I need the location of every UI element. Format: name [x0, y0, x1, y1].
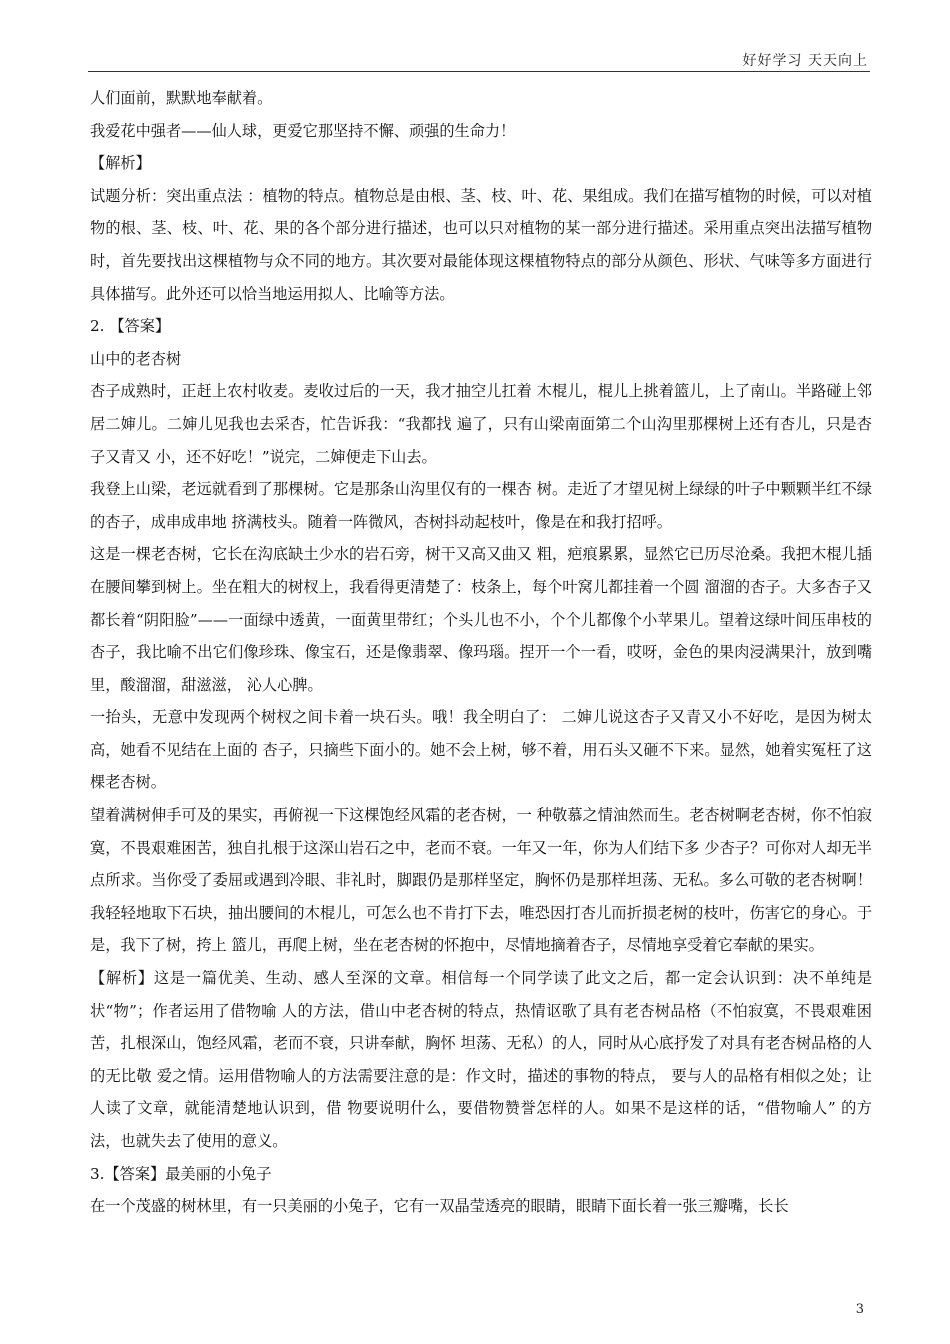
paragraph: 这是一棵老杏树，它长在沟底缺土少水的岩石旁，树干又高又曲又 粗，疤痕累累，显然它已历尽沧桑。我把木棍儿插在腰间攀到树上。坐在粗大的树杈上，我看得更清楚了：枝条上，每个叶窝儿都挂着一个圆 溜溜的杏子。大多杏子又都长着“阴阳脸”——一面绿中透黄，一面黄里带红；个头儿也不小，个个儿都像个小苹果儿。望着这绿叶间压串枝的杏子，我比喻不出它们像珍珠、像宝石，还是像翡翠、像玛瑙。捏开一个一看，哎呀，金色的果肉浸满果汁，放到嘴里，酸溜溜，甜滋滋， 沁人心脾。 [90, 545, 872, 694]
paragraph: 试题分析：突出重点法 ：植物的特点。植物总是由根、茎、枝、叶、花、果组成。我们在描写植物的时候，可以对植物的根、茎、枝、叶、花、果的各个部分进行描述，也可以只对植物的某一部分进行描述。采用重点突出法描写植物时，首先要找出这棵植物与众不同的地方。其次要对最能体现这棵植物特点的部分从颜色、形状、气味等多方面进行具体描写。此外还可以恰当地运用拟人、比喻等方法。 [90, 186, 872, 303]
answer-heading: 2. 【答案】 [90, 317, 171, 336]
paragraph: 人们面前，默默地奉献着。 [90, 89, 273, 107]
analysis-heading: 【解析】 [90, 154, 151, 173]
paragraph: 望着满树伸手可及的果实，再俯视一下这棵饱经风霜的老杏树，一 种敬慕之情油然而生。老杏树啊老杏树，你不怕寂寞，不畏艰难困苦，独自扎根于这深山岩石之中，老而不衰。一年又一年，你为人们结下多 少杏子？可你对人却无半点所求。当你受了委屈或遇到冷眼、非礼时，脚跟仍是那样坚定，胸怀仍是那样坦荡、无私。多么可敬的老杏树啊！ 我轻轻地取下石块，抽出腰间的木棍儿，可怎么也不肯打下去，唯恐因打杏儿而折损老树的枝叶，伤害它的身心。于是，我下了树，挎上 篮儿，再爬上树，坐在老杏树的怀抱中，尽情地摘着杏子，尽情地享受着它奉献的果实。 [90, 806, 872, 955]
paragraph: 在一个茂盛的树林里，有一只美丽的小兔子，它有一双晶莹透亮的眼睛，眼睛下面长着一张三瓣嘴，长长 [90, 1197, 789, 1216]
paragraph: 【解析】这是一篇优美、生动、感人至深的文章。相信每一个同学读了此文之后，都一定会认识到：决不单纯是状“物”；作者运用了借物喻 人的方法，借山中老杏树的特点，热情讴歌了具有老杏树品格（不怕寂寞，不畏艰难困苦，扎根深山，饱经风霜，老而不衰，只讲奉献，胸怀 坦荡、无私）的人，同时从心底抒发了对具有老杏树品格的人的无比敬 爱之情。运用借物喻人的方法需要注意的是：作文时，描述的事物的特点， 要与人的品格有相似之处；让人读了文章，就能清楚地认识到，借 物要说明什么，要借物赞誉怎样的人。如果不是这样的话，“借物喻人” 的方法，也就失去了使用的意义。 [90, 969, 872, 1150]
paragraph: 一抬头，无意中发现两个树杈之间卡着一块石头。哦！我全明白了： 二婶儿说这杏子又青又小不好吃，是因为树太高，她看不见结在上面的 杏子，只摘些下面小的。她不会上树，够不着，用石头又砸不下来。显然，她着实冤枉了这棵老杏树。 [90, 708, 872, 792]
page-number: 3 [855, 1302, 864, 1317]
paragraph: 杏子成熟时，正赶上农村收麦。麦收过后的一天，我才抽空儿扛着 木棍儿，棍儿上挑着篮儿，上了南山。半路碰上邻居二婶儿。二婶儿见我也去采杏，忙告诉我：“我都找 遍了，只有山梁南面第二个山沟里那棵树上还有杏儿，只是杏子又青又 小，还不好吃！”说完，二婶便走下山去。 [90, 382, 872, 466]
paragraph: 我爱花中强者——仙人球，更爱它那坚持不懈、顽强的生命力！ [90, 121, 516, 140]
paragraph: 我登上山梁，老远就看到了那棵树。它是那条山沟里仅有的一棵杏 树。走近了才望见树上绿绿的叶子中颗颗半红不绿的杏子，成串成串地 挤满枝头。随着一阵微风，杏树抖动起枝叶，像是在和我打招呼。 [90, 480, 872, 531]
header-rule [88, 71, 870, 72]
essay-title: 山中的老杏树 [90, 349, 182, 368]
document-body [90, 82, 872, 1223]
page-header: 好好学习 天天向上 [742, 53, 868, 69]
answer-heading: 3.【答案】最美丽的小兔子 [90, 1164, 272, 1183]
